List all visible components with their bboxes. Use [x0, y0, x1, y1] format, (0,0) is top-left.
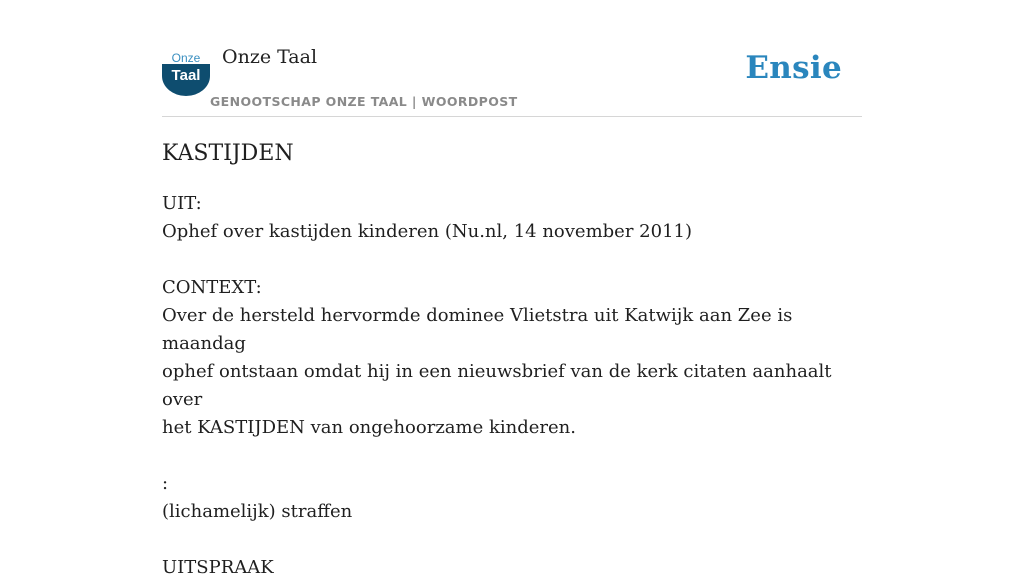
article-body [162, 138, 852, 582]
page-title: KASTIJDEN [162, 141, 294, 166]
meaning-label: : [162, 473, 169, 494]
context-line: Over de hersteld hervormde dominee Vlietstra uit Katwijk aan Zee is maandag [162, 305, 793, 354]
uitspraak-label: UITSPRAAK [162, 557, 274, 578]
logo-text-bottom: Taal [171, 67, 201, 84]
site-subtitle: GENOOTSCHAP ONZE TAAL | WOORDPOST [210, 94, 518, 109]
context-line: ophef ontstaan omdat hij in een nieuwsbrief van de kerk citaten aanhaalt over [162, 361, 832, 410]
uit-label: UIT: [162, 193, 202, 214]
context-label: CONTEXT: [162, 277, 262, 298]
meaning-value: (lichamelijk) straffen [162, 501, 353, 522]
site-name[interactable]: Onze Taal [222, 46, 318, 68]
onze-taal-logo[interactable] [162, 52, 210, 96]
logo-text-top: Onze [171, 52, 201, 65]
site-header [162, 40, 862, 117]
ensie-logo[interactable]: Ensie [745, 50, 842, 86]
uit-value: Ophef over kastijden kinderen (Nu.nl, 14 november 2011) [162, 221, 692, 242]
context-line: het KASTIJDEN van ongehoorzame kinderen. [162, 417, 576, 438]
